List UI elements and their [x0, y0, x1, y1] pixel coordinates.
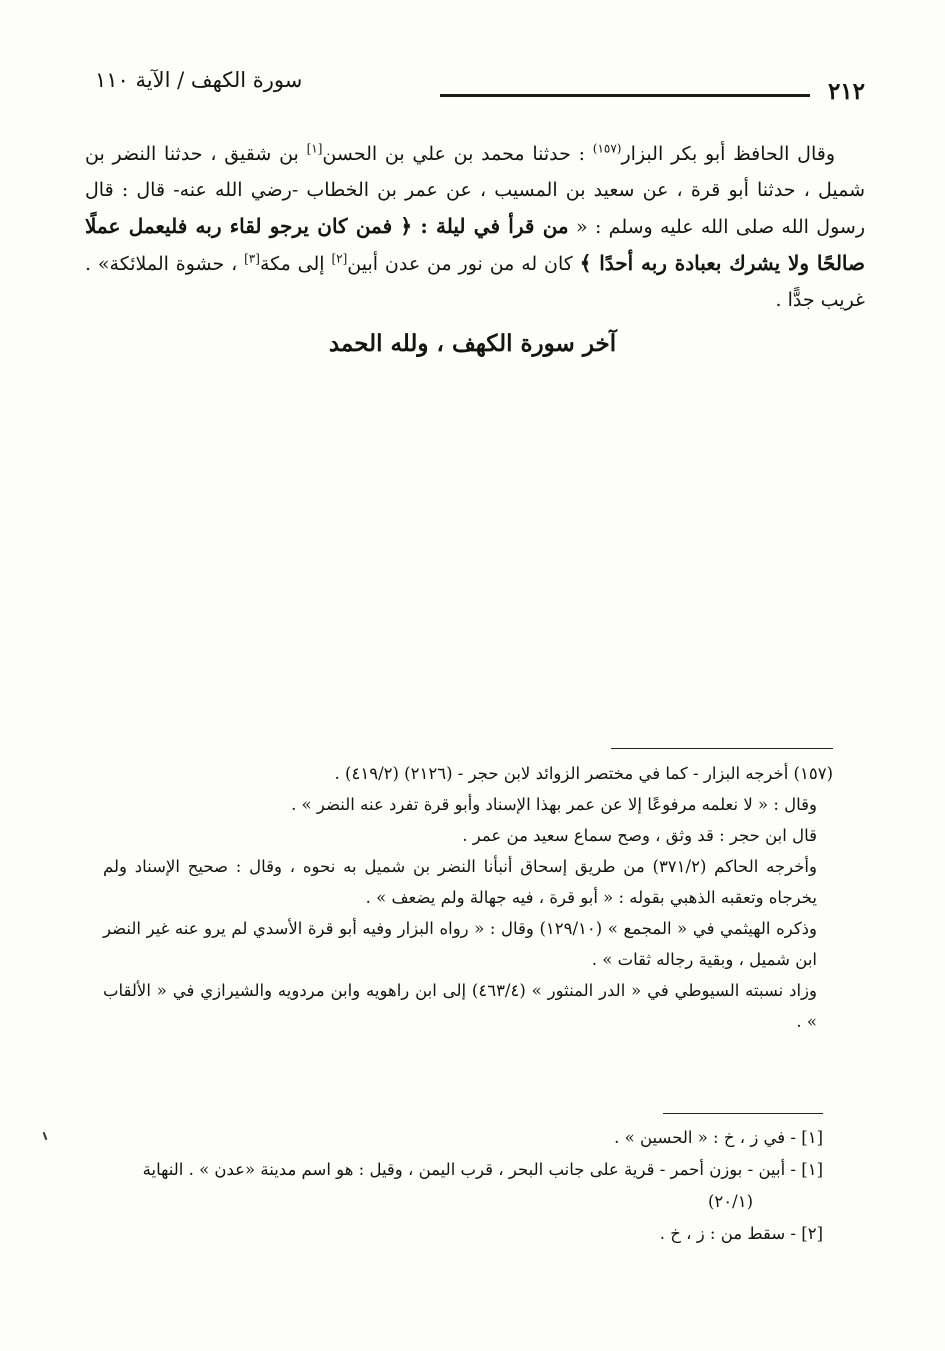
main-paragraph — [85, 136, 865, 318]
text-segment: كان له من نور من عدن أبين — [347, 253, 580, 275]
running-title: سورة الكهف / الآية ١١٠ — [95, 68, 303, 92]
note-line: (٢٠/١) — [707, 1192, 753, 1211]
text-segment: : حدثنا محمد بن علي بن الحسن — [322, 143, 593, 165]
page-header — [95, 66, 865, 106]
stray-ink-mark — [43, 1132, 48, 1140]
note-ref: [٣] — [244, 251, 260, 266]
footnote-line: وذكره الهيثمي في « المجمع » (١٢٩/١٠) وقال : « رواه البزار وفيه أبو قرة الأسدي لم يرو عنه غير النضر ابن شميل ، وبقية رجاله ثقات » . — [103, 919, 817, 969]
text-segment: بن شقيق ، حدثنا النضر بن شميل ، حدثنا أبو قرة ، عن سعيد بن المسيب ، عن عمر بن الخطاب -رضي الله عنه- قال : قال رسول الله صلى الله عليه وسلم : « — [85, 143, 866, 238]
footnote-ref: (١٥٧) — [592, 141, 622, 156]
note-ref: [١] — [306, 141, 323, 156]
notes-rule — [663, 1113, 823, 1114]
text-segment: وقال الحافظ أبو بكر البزار — [621, 143, 835, 165]
page-number: ٢١٢ — [827, 78, 865, 105]
footnotes — [103, 758, 833, 1037]
footnote-line: وقال : « لا نعلمه مرفوعًا إلا عن عمر بهذا الإسناد وأبو قرة تفرد عنه النضر » . — [291, 795, 817, 814]
footnote-line: وأخرجه الحاكم (٣٧١/٢) من طريق إسحاق أنبأنا النضر بن شميل به نحوه ، وقال : صحيح الإسناد ولم يخرجاه وتعقبه الذهبي بقوله : « أبو قرة ، فيه جهالة ولم يضعف » . — [103, 857, 817, 907]
editor-notes — [73, 1122, 823, 1250]
text-segment: ، حشوة الملائكة» . غريب جدًّا . — [85, 253, 865, 311]
footnote-line: (١٥٧) أخرجه البزار - كما في مختصر الزوائد لابن حجر - (٢١٢٦) (٤١٩/٢) . — [334, 764, 833, 783]
note-ref: [٢] — [331, 251, 348, 266]
footnote-line: قال ابن حجر : قد وثق ، وصح سماع سعيد من عمر . — [462, 826, 817, 845]
footnote-line: وزاد نسبته السيوطي في « الدر المنثور » (٤٦٣/٤) إلى ابن راهويه وابن مردويه والشيرازي في « الألقاب » . — [103, 981, 817, 1031]
main-text — [85, 136, 865, 318]
note-line: [١] - أبين - بوزن أحمر - قرية على جانب البحر ، قرب اليمن ، وقيل : هو اسم مدينة «عدن » . النهاية — [142, 1160, 823, 1179]
quran-quote: من قرأ في ليلة : ﴿ فمن كان يرجو لقاء ربه فليعمل عملًا صالحًا ولا يشرك بعبادة ربه أحدًا ﴾ — [85, 214, 865, 275]
footnote-rule — [611, 748, 833, 749]
text-segment: إلى مكة — [259, 253, 332, 275]
note-line: [١] - في ز ، خ : « الحسين » . — [614, 1128, 823, 1147]
closing-line: آخر سورة الكهف ، ولله الحمد — [328, 330, 617, 357]
header-rule — [440, 94, 810, 97]
note-line: [٢] - سقط من : ز ، خ . — [659, 1224, 823, 1243]
